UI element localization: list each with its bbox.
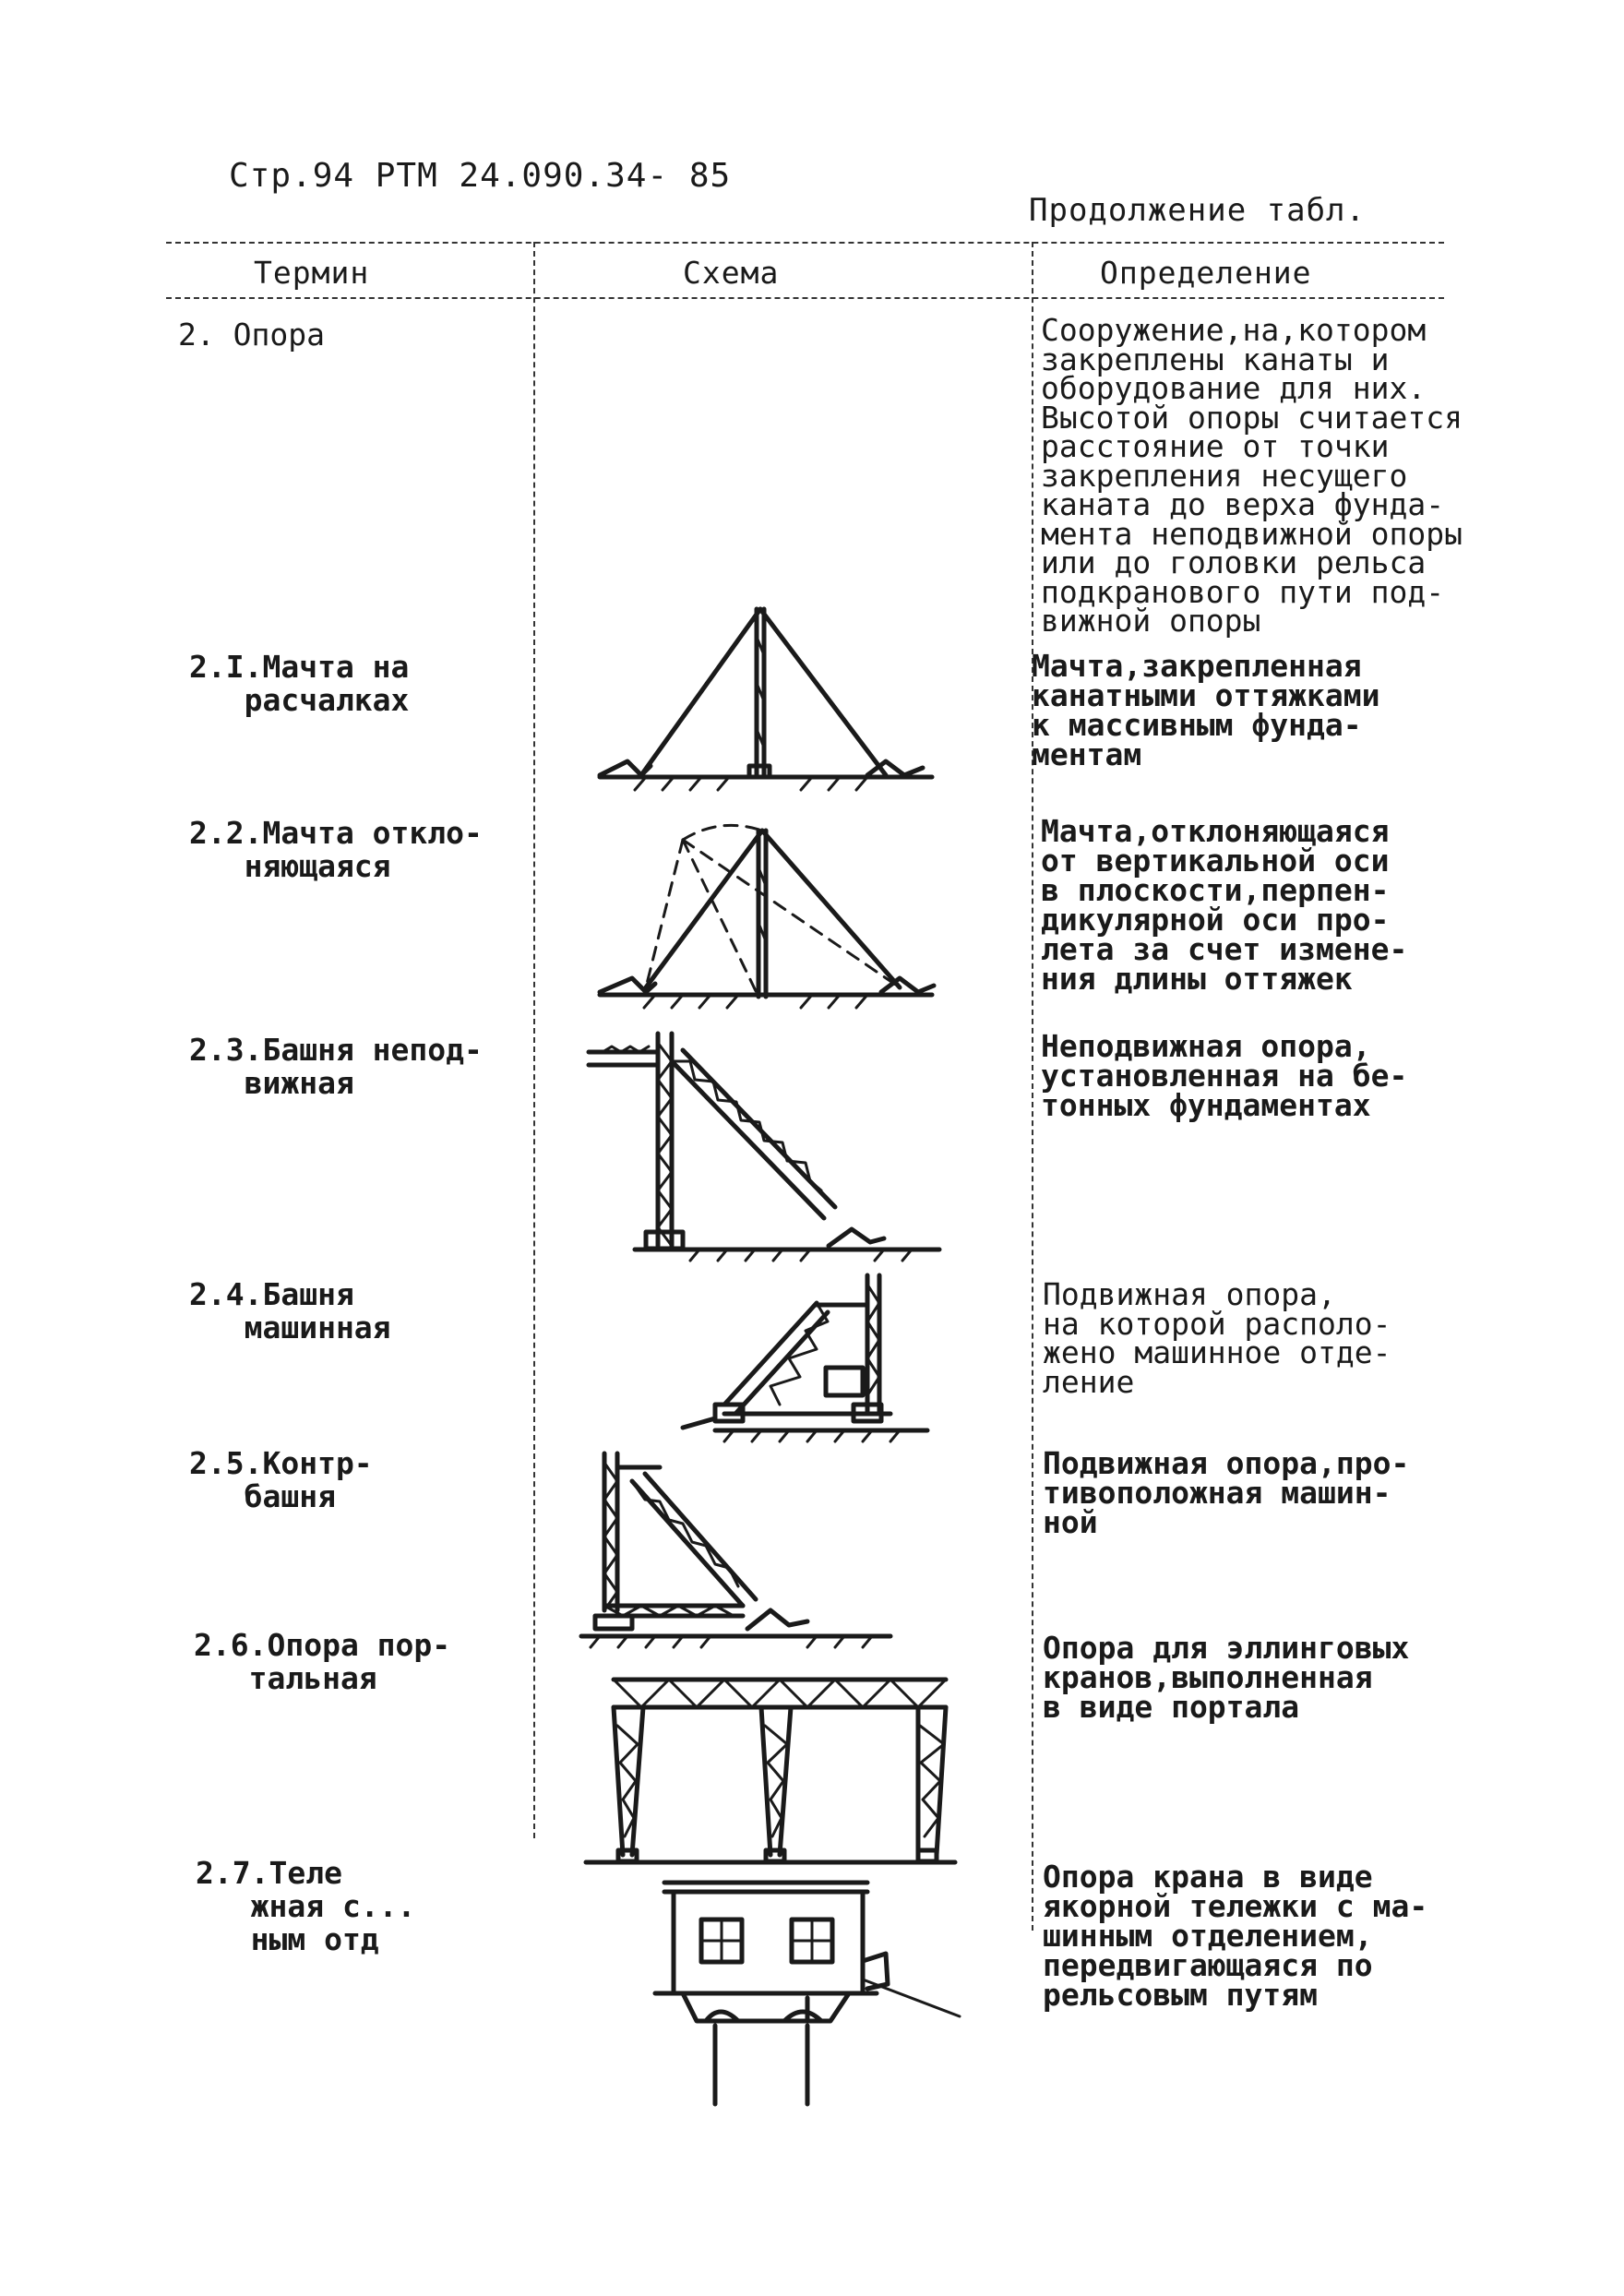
term-2-2-tilting-mast: 2.2.Мачта откло- няющаяся [189, 815, 483, 884]
scheme-tilting-mast [591, 812, 941, 1015]
definition-2-5-counter-tower: Подвижная опора,про- тивоположная машин- ной [1043, 1445, 1410, 1540]
term-2-6-portal-support: 2.6.Опора пор- тальная [194, 1627, 451, 1696]
scheme-guyed-mast [591, 600, 941, 803]
term-2-3-fixed-tower: 2.3.Башня непод- вижная [189, 1032, 483, 1101]
scheme-counter-tower [577, 1444, 900, 1656]
definition-2-4-machine-tower: Подвижная опора, на которой располо- жено машинное отде- ление [1043, 1276, 1391, 1400]
definition-2-support: Сооружение,на,котором закреплены канаты и оборудование для них. Высотой опоры считается расстояние от точки закрепления несущего каната до верха фунда- мента неподвижной опоры или до головки рельса подкранового пути под- вижной опоры [1041, 312, 1463, 639]
term-2-support: 2. Опора [178, 317, 325, 353]
page-reference: Стр.94 РТМ 24.090.34- 85 [229, 157, 732, 195]
scheme-fixed-tower [579, 1024, 949, 1264]
scheme-portal-support [577, 1670, 964, 1878]
definition-2-1-guyed-mast: Мачта,закрепленная канатными оттяжками к массивным фунда- ментам [1032, 648, 1380, 772]
scheme-bogie-support [646, 1869, 978, 2118]
table-header-rule [166, 297, 1444, 299]
definition-2-7-bogie-support: Опора крана в виде якорной тележки с ма- шинным отделением, передвигающаяся по рельсовым путям [1043, 1859, 1428, 2013]
table-continuation-label: Продолжение табл. [1029, 192, 1366, 229]
column-header-definition: Определение [1100, 255, 1312, 291]
term-2-5-counter-tower: 2.5.Контр- башня [189, 1445, 373, 1514]
column-header-scheme: Схема [683, 255, 780, 291]
column-divider-1 [533, 242, 535, 1838]
column-divider-2 [1032, 242, 1033, 1931]
column-header-term: Термин [254, 255, 370, 291]
definition-2-6-portal-support: Опора для эллинговых кранов,выполненная в виде портала [1043, 1630, 1410, 1725]
definition-2-3-fixed-tower: Неподвижная опора, установленная на бе- тонных фундаментах [1041, 1028, 1408, 1123]
table-top-rule [166, 242, 1444, 244]
term-2-4-machine-tower: 2.4.Башня машинная [189, 1276, 391, 1345]
scheme-machine-tower [678, 1266, 946, 1460]
definition-2-2-tilting-mast: Мачта,отклоняющаяся от вертикальной оси в плоскости,перпен- дикулярной оси про- лета за счет измене- ния длины оттяжек [1041, 813, 1408, 997]
term-2-1-guyed-mast: 2.I.Мачта на расчалках [189, 649, 410, 718]
term-2-7-bogie-support: 2.7.Теле жная с... ным отд [196, 1855, 416, 1957]
